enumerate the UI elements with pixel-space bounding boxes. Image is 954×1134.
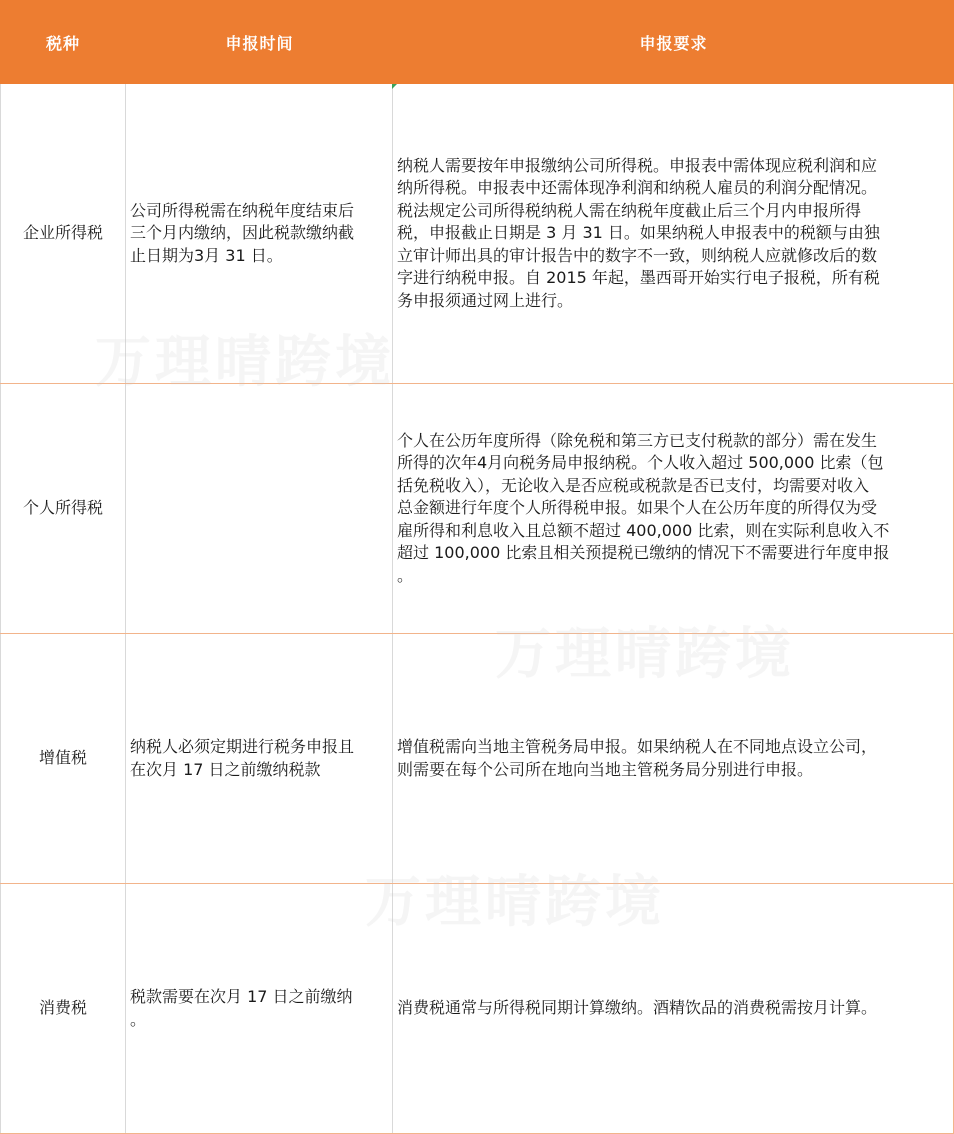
filing-requirement-cell: 增值税需向当地主管税务局申报。如果纳税人在不同地点设立公司， 则需要在每个公司所在地向当地主管税务局分别进行申报。 <box>393 634 954 883</box>
filing-requirement-cell: 纳税人需要按年申报缴纳公司所得税。申报表中需体现应税利润和应 纳所得税。申报表中还需体现净利润和纳税人雇员的利润分配情况。 税法规定公司所得税纳税人需在纳税年度截止后三个月内申报所得 税，申报截止日期是 3 月 31 日。如果纳税人申报表中的税额与由独 立审计师出具的审计报告中的数字不一致，则纳税人应就修改后的数 字进行纳税申报。自 2015 年起，墨西哥开始实行电子报税，所有税 务申报须通过网上进行。 <box>393 84 954 383</box>
watermark-text: 万理晴跨境 <box>495 622 795 687</box>
filing-time-cell: 税款需要在次月 17 日之前缴纳 。 <box>126 884 393 1133</box>
tax-name-cell: 个人所得税 <box>0 384 126 633</box>
filing-requirement-cell: 个人在公历年度所得（除免税和第三方已支付税款的部分）需在发生 所得的次年4月向税务局申报纳税。个人收入超过 500,000 比索（包 括免税收入），无论收入是否应税或税款是否已支付，均需要对收入 总金额进行年度个人所得税申报。如果个人在公历年度的所得仅为受 雇所得和利息收入且总额不超过 400,000 比索，则在实际利息收入不 超过 100,000 比索且相关预提税已缴纳的情况下不需要进行年度申报 。 <box>393 384 954 633</box>
cell-comment-marker <box>392 84 397 89</box>
filing-time-cell: 公司所得税需在纳税年度结束后 三个月内缴纳，因此税款缴纳截 止日期为3月 31 日。 <box>126 84 393 383</box>
watermark-text: 万理晴跨境 <box>365 870 665 935</box>
tax-name-cell: 消费税 <box>0 884 126 1133</box>
header-filing-requirements: 申报要求 <box>639 33 708 53</box>
table-row <box>0 634 954 884</box>
header-tax-type: 税种 <box>45 33 80 53</box>
filing-requirement-cell: 消费税通常与所得税同期计算缴纳。酒精饮品的消费税需按月计算。 <box>393 884 954 1133</box>
tax-name-cell: 增值税 <box>0 634 126 883</box>
table-row <box>0 884 954 1134</box>
header-filing-time: 申报时间 <box>225 33 294 53</box>
table-header <box>0 0 954 84</box>
filing-time-cell <box>126 384 393 633</box>
tax-name-cell: 企业所得税 <box>0 84 126 383</box>
table-row <box>0 384 954 634</box>
filing-time-cell: 纳税人必须定期进行税务申报且 在次月 17 日之前缴纳税款 <box>126 634 393 883</box>
watermark-text: 万理晴跨境 <box>95 330 395 395</box>
table-row <box>0 84 954 384</box>
